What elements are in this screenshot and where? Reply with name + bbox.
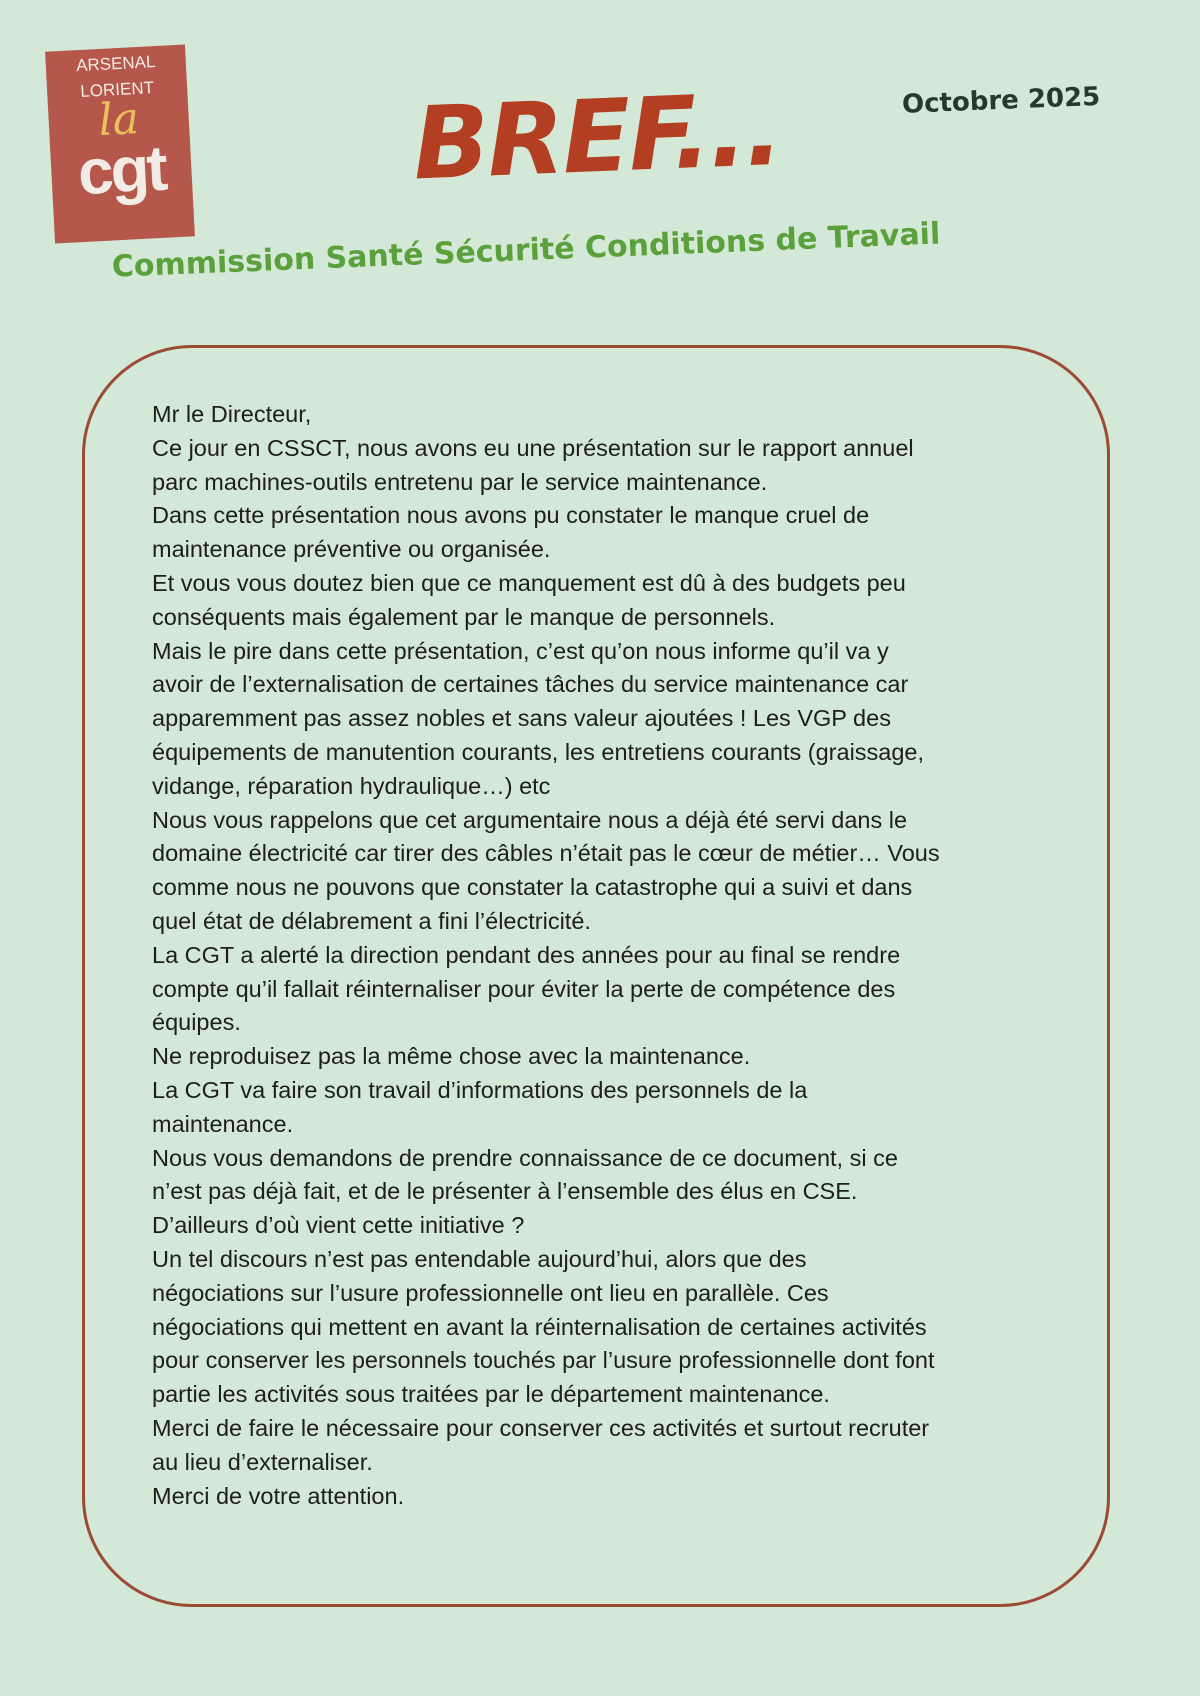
letter-line: parc machines-outils entretenu par le service maintenance.	[152, 468, 768, 495]
letter-line: équipes.	[152, 1009, 241, 1036]
letter-body	[152, 398, 1072, 1513]
letter-line: négociations sur l’usure professionnelle ont lieu en parallèle. Ces	[152, 1279, 829, 1306]
letter-line: pour conserver les personnels touchés par l’usure professionnelle dont font	[152, 1347, 935, 1374]
letter-line: équipements de manutention courants, les entretiens courants (graissage,	[152, 738, 925, 765]
letter-line: Ne reproduisez pas la même chose avec la maintenance.	[152, 1043, 751, 1070]
letter-line: négociations qui mettent en avant la réinternalisation de certaines activités	[152, 1313, 927, 1340]
letter-line: Merci de faire le nécessaire pour conserver ces activités et surtout recruter	[152, 1414, 930, 1441]
letter-line: maintenance.	[152, 1110, 294, 1137]
letter-line: avoir de l’externalisation de certaines tâches du service maintenance car	[152, 671, 909, 698]
letter-line: La CGT a alerté la direction pendant des années pour au final se rendre	[152, 941, 901, 968]
letter-line: Merci de votre attention.	[152, 1482, 405, 1509]
letter-line: domaine électricité car tirer des câbles n’était pas le cœur de métier… Vous	[152, 840, 940, 867]
logo-arsenal: ARSENAL	[75, 52, 156, 76]
logo-cgt: cgt	[76, 131, 167, 209]
page-title: BREF...	[410, 70, 784, 203]
letter-line: compte qu’il fallait réinternaliser pour éviter la perte de compétence des	[152, 975, 896, 1002]
letter-line: La CGT va faire son travail d’informations des personnels de la	[152, 1076, 808, 1103]
letter-line: au lieu d’externaliser.	[152, 1448, 373, 1475]
logo-la: la	[97, 93, 141, 147]
letter-line: Dans cette présentation nous avons pu constater le manque cruel de	[152, 502, 870, 529]
letter-line: maintenance préventive ou organisée.	[152, 536, 551, 563]
letter-line: D’ailleurs d’où vient cette initiative ?	[152, 1212, 525, 1239]
letter-line: n’est pas déjà fait, et de le présenter à l’ensemble des élus en CSE.	[152, 1178, 858, 1205]
letter-line: Et vous vous doutez bien que ce manquement est dû à des budgets peu	[152, 569, 906, 596]
logo-lorient: LORIENT	[79, 78, 155, 101]
letter-line: vidange, réparation hydraulique…) etc	[152, 772, 551, 799]
letter-line: Ce jour en CSSCT, nous avons eu une présentation sur le rapport annuel	[152, 434, 914, 461]
subtitle: Commission Santé Sécurité Conditions de Travail	[111, 216, 941, 285]
letter-line: Mais le pire dans cette présentation, c’est qu’on nous informe qu’il va y	[152, 637, 889, 664]
issue-date: Octobre 2025	[901, 81, 1101, 120]
header	[100, 28, 1148, 300]
letter-line: Un tel discours n’est pas entendable aujourd’hui, alors que des	[152, 1245, 807, 1272]
letter-line: conséquents mais également par le manque de personnels.	[152, 603, 776, 630]
letter-line: Mr le Directeur,	[152, 401, 312, 427]
letter-line: comme nous ne pouvons que constater la catastrophe qui a suivi et dans	[152, 874, 913, 901]
letter-line: apparemment pas assez nobles et sans valeur ajoutées ! Les VGP des	[152, 705, 891, 732]
letter-line: partie les activités sous traitées par le département maintenance.	[152, 1381, 830, 1408]
letter-line: Nous vous rappelons que cet argumentaire nous a déjà été servi dans le	[152, 806, 908, 833]
letter-line: quel état de délabrement a fini l’électricité.	[152, 907, 591, 934]
letter-line: Nous vous demandons de prendre connaissance de ce document, si ce	[152, 1144, 898, 1171]
